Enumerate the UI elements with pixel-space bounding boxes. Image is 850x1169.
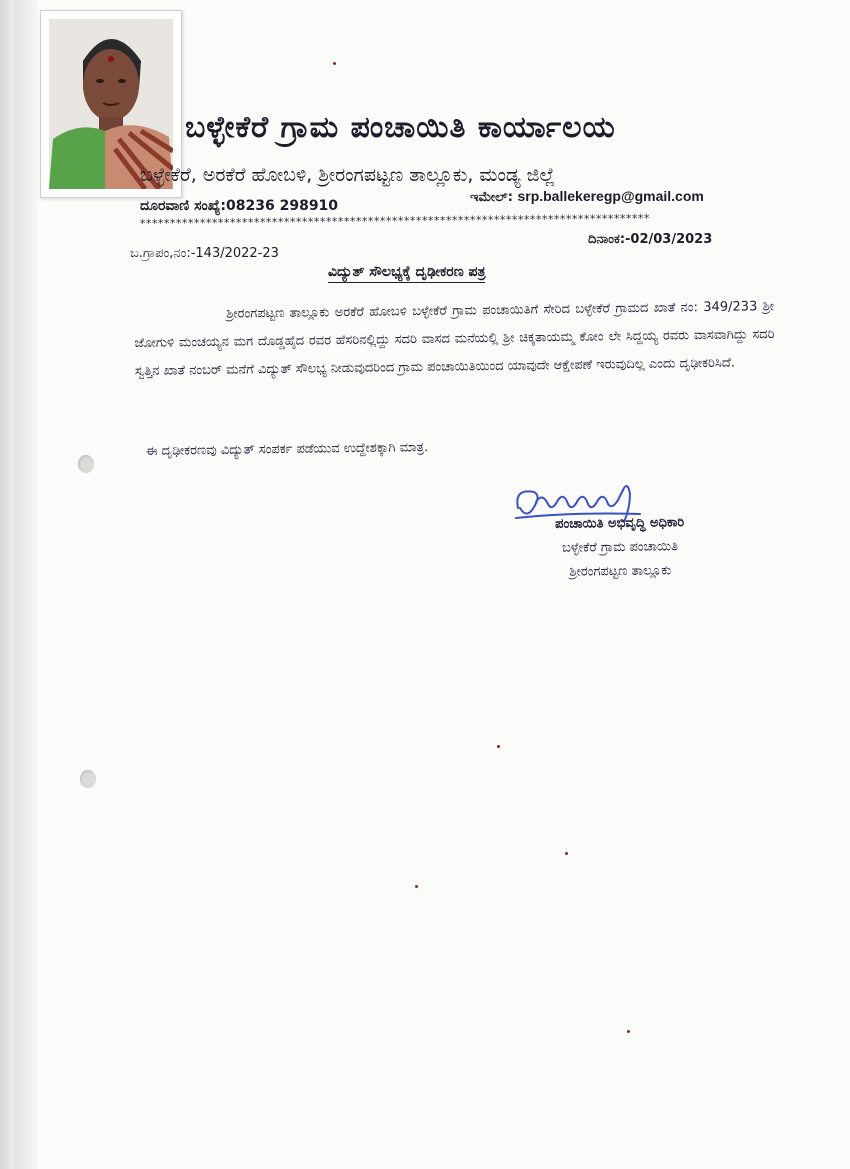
signatory-block (505, 510, 736, 585)
body-paragraph: ಶ್ರೀರಂಗಪಟ್ಟಣ ತಾಲ್ಲೂಕು ಅರಕೆರೆ ಹೋಬಳಿ ಬಳ್ಳೇಕೆರೆ ಗ್ರಾಮ ಪಂಚಾಯಿತಿಗೆ ಸೇರಿದ ಬಳ್ಳೇಕೆರೆ ಗ್ರಾಮದ ಖಾತೆ ನಂ: 349/233 ಶ್ರೀ ಜೋಗುಳಿ ಮಂಚಯ್ಯನ ಮಗ ದೊಡ್ಡಹೈದ ರವರ ಹೆಸರಿನಲ್ಲಿದ್ದು ಸದರಿ ವಾಸದ ಮನೆಯಲ್ಲಿ ಶ್ರೀ ಚಿಕ್ಕತಾಯಮ್ಮ ಕೋಂ ಲೇ ಸಿದ್ದಯ್ಯ ರವರು ವಾಸವಾಗಿದ್ದು ಸದರಿ ಸ್ವತ್ತಿನ ಖಾತೆ ನಂಬರ್ ಮನೆಗೆ ವಿದ್ಯುತ್ ಸೌಲಭ್ಯ ನೀಡುವುದರಿಂದ ಗ್ರಾಮ ಪಂಚಾಯಿತಿಯಿಂದ ಯಾವುದೇ ಆಕ್ಷೇಪಣೆ ಇರುವುದಿಲ್ಲ ಎಂದು ದೃಢೀಕರಿಸಿದೆ. (134, 299, 775, 379)
signatory-designation: ಪಂಚಾಯಿತಿ ಅಭಿವೃದ್ಧಿ ಅಧಿಕಾರಿ (554, 515, 685, 532)
office-address: ಬಳ್ಳೇಕೆರೆ, ಅರಕೆರೆ ಹೋಬಳಿ, ಶ್ರೀರಂಗಪಟ್ಟಣ ತಾಲ್ಲೂಕು, ಮಂಡ್ಯ ಜಿಲ್ಲೆ (140, 164, 555, 186)
header-divider: ************************************************************************************* (139, 211, 651, 231)
punch-hole (78, 455, 94, 473)
purpose-statement: ಈ ದೃಢೀಕರಣವು ವಿದ್ಯುತ್ ಸಂಪರ್ಕ ಪಡೆಯುವ ಉದ್ದೇಶಕ್ಕಾಗಿ ಮಾತ್ರ. (146, 440, 429, 459)
speck (497, 745, 500, 748)
letter-subject: ವಿದ್ಯುತ್ ಸೌಲಭ್ಯಕ್ಕೆ ದೃಢೀಕರಣ ಪತ್ರ (328, 264, 485, 283)
office-email (470, 188, 704, 205)
office-name: ಬಳ್ಳೇಕೆರೆ ಗ್ರಾಮ ಪಂಚಾಯಿತಿ ಕಾರ್ಯಾಲಯ (185, 110, 616, 145)
page-fold-edge (14, 0, 38, 1169)
speck (627, 1030, 630, 1033)
speck (415, 885, 418, 888)
reference-number: ಬ.ಗ್ರಾಪಂ,ನಂ:-143/2022-23 (130, 246, 279, 261)
signatory-panchayat: ಬಳ್ಳೇಕೆರೆ ಗ್ರಾಮ ಪಂಚಾಯಿತಿ (561, 539, 679, 556)
scan-shadow (0, 0, 14, 1169)
email-address: srp.ballekeregp@gmail.com (517, 188, 704, 204)
email-label: ಇಮೇಲ್: (470, 190, 513, 205)
punch-hole (80, 770, 96, 788)
office-phone: ದೂರವಾಣಿ ಸಂಖ್ಯೆ:08236 298910 (140, 198, 339, 214)
speck (565, 852, 568, 855)
signatory-taluk: ಶ್ರೀರಂಗಪಟ್ಟಣ ತಾಲ್ಲೂಕು (569, 563, 672, 580)
speck (333, 62, 336, 65)
letter-date: ದಿನಾಂಕ:-02/03/2023 (588, 232, 713, 247)
